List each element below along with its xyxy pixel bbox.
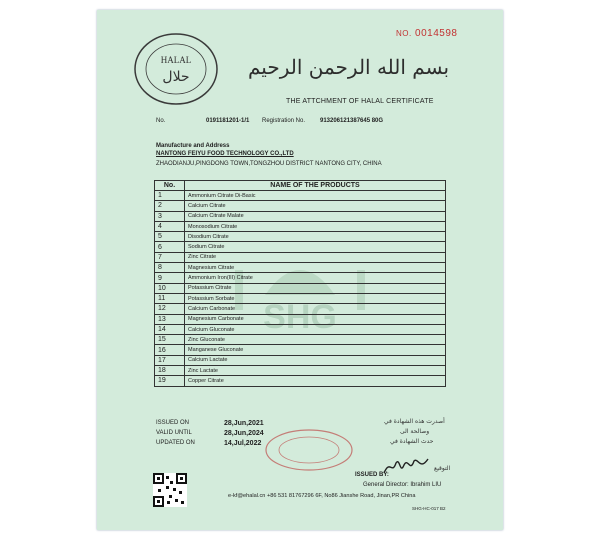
product-number: 4 [155,221,185,231]
product-name: Zinc Citrate [185,252,446,262]
product-name: Magnesium Citrate [185,263,446,273]
manufacturer-label: Manufacture and Address [156,143,230,149]
contact-line: e-kf@ehalal.cn +86 531 81767296 6F, No86 Jianshe Road, Jinan,PR China [228,493,416,499]
table-row [155,324,446,334]
product-name: Ammonium Citrate Di-Basic [185,191,446,201]
product-name: Potassium Citrate [185,283,446,293]
product-name: Potassium Sorbate [185,293,446,303]
registration-label: Registration No. [262,118,306,124]
bismillah-heading: بسم الله الرحمن الرحيم [248,55,450,79]
column-header-name: NAME OF THE PRODUCTS [185,181,446,191]
product-name: Sodium Citrate [185,242,446,252]
updated-label: UPDATED ON [156,440,195,446]
table-row [155,304,446,314]
valid-label: VALID UNTIL [156,430,192,436]
product-name: Calcium Lactate [185,355,446,365]
product-number: 13 [155,314,185,324]
product-name: Calcium Gluconate [185,324,446,334]
logo-halal-text: HALAL [160,55,192,65]
product-number: 5 [155,232,185,242]
registration-value: 913206121387645 80G [320,118,384,124]
issued-by-label: ISSUED BY: [355,472,389,478]
product-number: 15 [155,335,185,345]
table-row [155,293,446,303]
product-name: Calcium Carbonate [185,304,446,314]
updated-value: 14,Jul,2022 [224,440,262,447]
product-number: 18 [155,366,185,376]
product-number: 17 [155,355,185,365]
product-number: 19 [155,376,185,386]
product-name: Zinc Lactate [185,366,446,376]
product-number: 10 [155,283,185,293]
product-number: 3 [155,211,185,221]
product-number: 11 [155,293,185,303]
certificate-number-label: NO. [396,29,412,38]
table-row [155,252,446,262]
qr-code [153,473,187,507]
product-name: Manganese Gluconate [185,345,446,355]
table-row [155,345,446,355]
product-number: 6 [155,242,185,252]
table-row [155,232,446,242]
table-row [155,191,446,201]
product-name: Ammonium Iron(III) Citrate [185,273,446,283]
table-row [155,366,446,376]
product-number: 9 [155,273,185,283]
product-number: 14 [155,324,185,334]
certificate-number-value: 0014598 [415,28,458,39]
table-row [155,211,446,221]
arabic-issued: أصدرت هذه الشهادة في [384,418,445,425]
product-name: Disodium Citrate [185,232,446,242]
product-number: 7 [155,252,185,262]
company-name: NANTONG FEIYU FOOD TECHNOLOGY CO.,LTD [156,151,294,157]
watermark-text: SHG [263,298,337,336]
product-name: Monosodium Citrate [185,221,446,231]
product-number: 12 [155,304,185,314]
product-number: 16 [155,345,185,355]
product-number: 8 [155,263,185,273]
certificate-number [396,28,457,39]
column-header-no: No. [155,181,185,191]
logo-arabic-text: حلال [162,69,190,85]
product-number: 2 [155,201,185,211]
address-line-2: TONGZHOU DISTRICT NANTONG CITY, CHINA [250,161,382,167]
product-number: 1 [155,191,185,201]
signature-arabic: التوقيع [434,465,451,472]
products-table [154,180,446,387]
certificate-subtitle: THE ATTCHMENT OF HALAL CERTIFICATE [286,98,434,105]
table-row [155,263,446,273]
valid-value: 28,Jun,2024 [224,430,264,437]
table-row [155,314,446,324]
official-stamp [264,428,354,472]
product-name: Zinc Gluconate [185,335,446,345]
no-label: No. [156,118,166,124]
table-row [155,335,446,345]
product-name: Calcium Citrate Malate [185,211,446,221]
table-row [155,221,446,231]
issued-value: 28,Jun,2021 [224,420,264,427]
table-row [155,376,446,386]
address-line-1: ZHAODIANJU,PINGDONG TOWN, [156,161,251,167]
arabic-updated: حدث الشهادة في [390,438,434,445]
no-value: 0191181201-1/1 [206,118,250,124]
halal-logo [133,31,219,107]
product-name: Magnesium Carbonate [185,314,446,324]
product-name: Calcium Citrate [185,201,446,211]
director-signature [382,455,430,477]
director-name: General Director: Ibrahim LIU [363,482,442,488]
document-code: SHG-HC-017 B2 [412,506,446,511]
arabic-valid: وصالحة الى [400,428,430,435]
table-row [155,283,446,293]
table-row [155,242,446,252]
issued-label: ISSUED ON [156,420,190,426]
table-row [155,273,446,283]
table-row [155,201,446,211]
table-row [155,355,446,365]
product-name: Copper Citrate [185,376,446,386]
